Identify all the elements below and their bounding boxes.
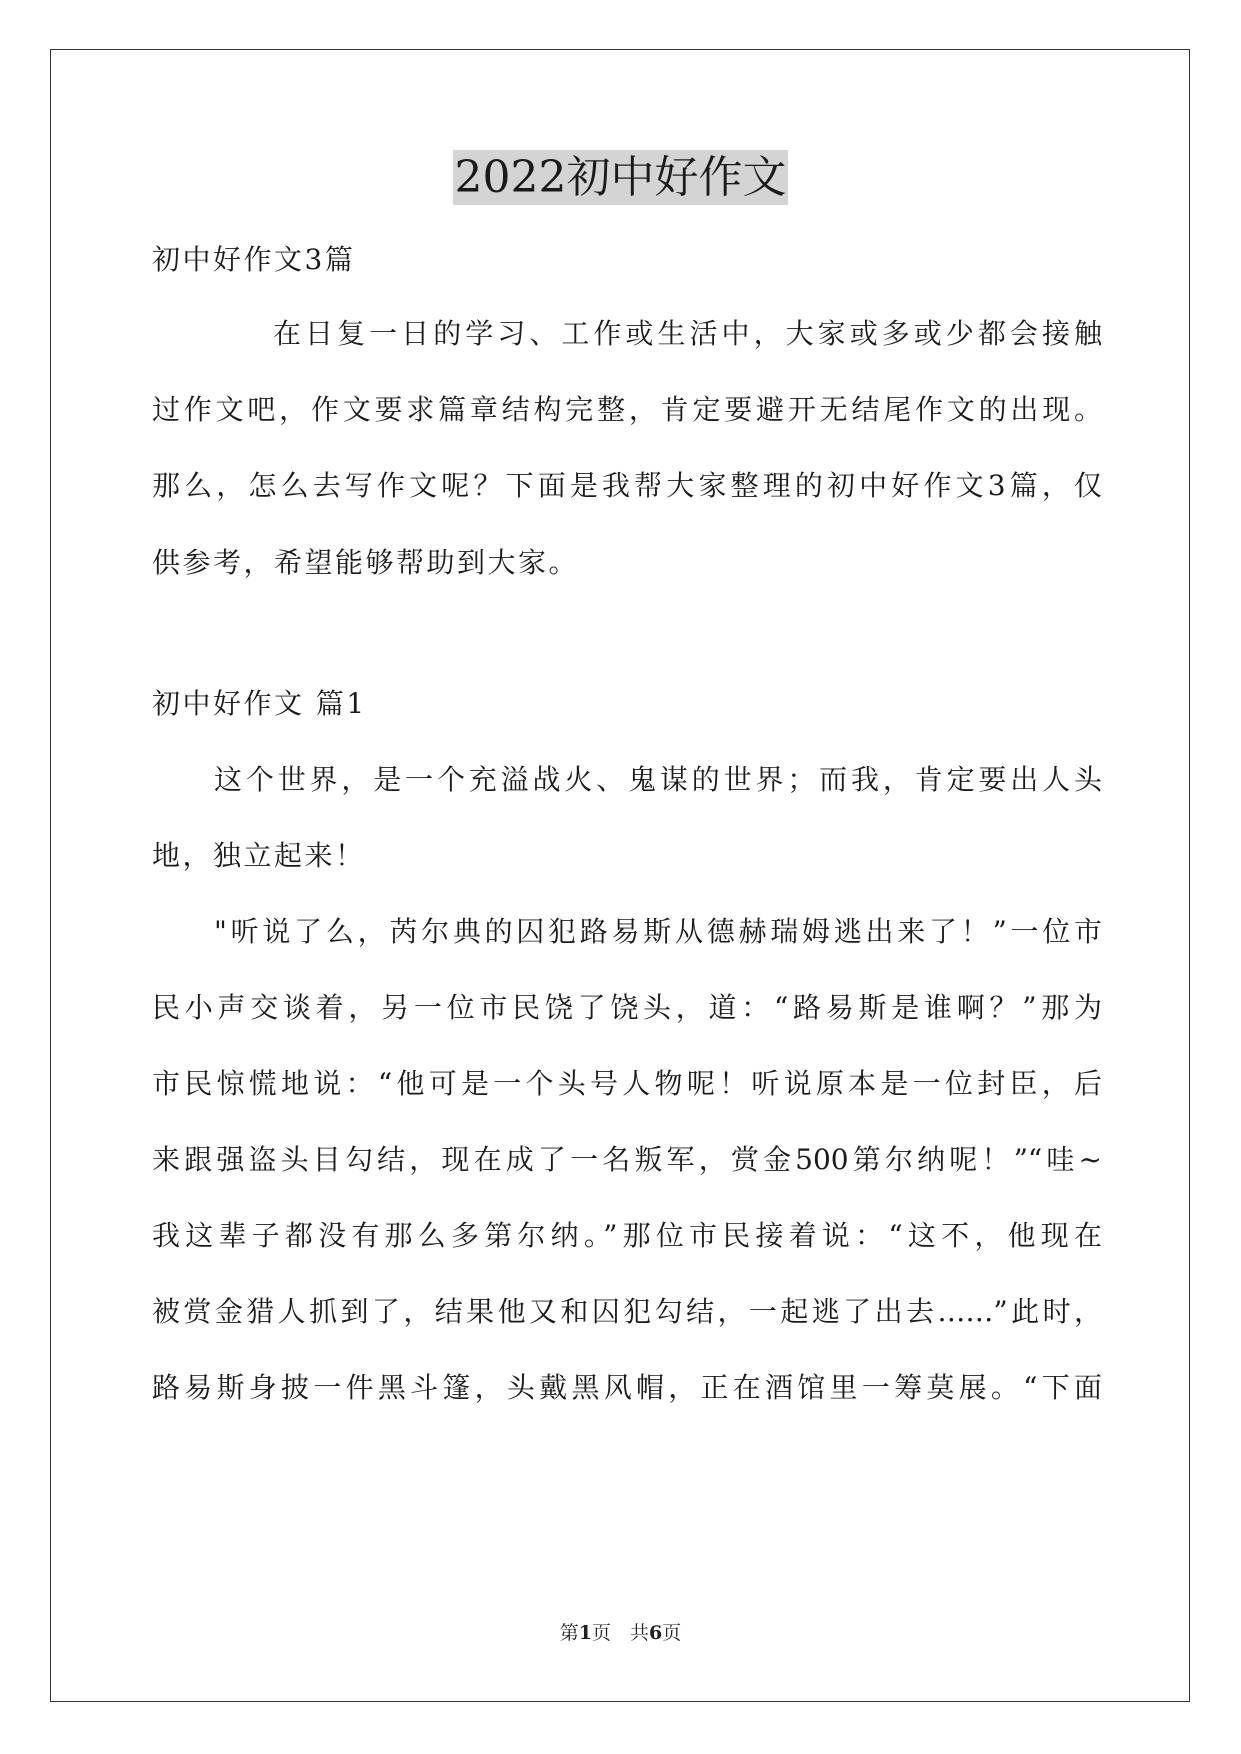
footer-page-total: 6 <box>649 1622 663 1644</box>
page-footer <box>0 1620 1241 1646</box>
paragraph-line: 民小声交谈着，另一位市民饶了饶头，道：“路易斯是谁啊？”那为 <box>152 991 1102 1024</box>
footer-page-mid: 页 共 <box>591 1622 649 1644</box>
paragraph-line: 这个世界，是一个充溢战火、鬼谋的世界；而我，肯定要出人头 <box>214 763 1102 796</box>
document-title <box>0 150 1241 206</box>
document-title-text: 2022初中好作文 <box>454 152 787 203</box>
paragraph-line: 在日复一日的学习、工作或生活中，大家或多或少都会接触 <box>273 317 1102 350</box>
section-heading: 初中好作文3篇 <box>152 243 356 276</box>
paragraph-line: 那么，怎么去写作文呢？下面是我帮大家整理的初中好作文3篇，仅 <box>152 469 1102 502</box>
paragraph-line: 过作文吧，作文要求篇章结构完整，肯定要避开无结尾作文的出现。 <box>152 393 1102 426</box>
paragraph-line: 供参考，希望能够帮助到大家。 <box>152 546 580 579</box>
section-heading: 初中好作文 篇1 <box>152 687 367 720</box>
footer-page-suffix: 页 <box>662 1622 682 1644</box>
paragraph-line: "听说了么，芮尔典的囚犯路易斯从德赫瑞姆逃出来了！”一位市 <box>214 915 1102 948</box>
footer-page-prefix: 第 <box>559 1622 579 1644</box>
paragraph-line: 我这辈子都没有那么多第尔纳。”那位市民接着说：“这不，他现在 <box>152 1219 1102 1252</box>
paragraph-line: 被赏金猎人抓到了，结果他又和囚犯勾结，一起逃了出去……”此时， <box>152 1295 1102 1328</box>
paragraph-line: 路易斯身披一件黑斗篷，头戴黑风帽，正在酒馆里一筹莫展。“下面 <box>152 1371 1102 1404</box>
footer-page-current: 1 <box>578 1622 592 1644</box>
paragraph-line: 市民惊慌地说：“他可是一个头号人物呢！听说原本是一位封臣，后 <box>152 1067 1102 1100</box>
paragraph-line: 来跟强盗头目勾结，现在成了一名叛军，赏金500第尔纳呢！”“哇~ <box>152 1143 1102 1176</box>
paragraph-line: 地，独立起来！ <box>152 839 366 872</box>
